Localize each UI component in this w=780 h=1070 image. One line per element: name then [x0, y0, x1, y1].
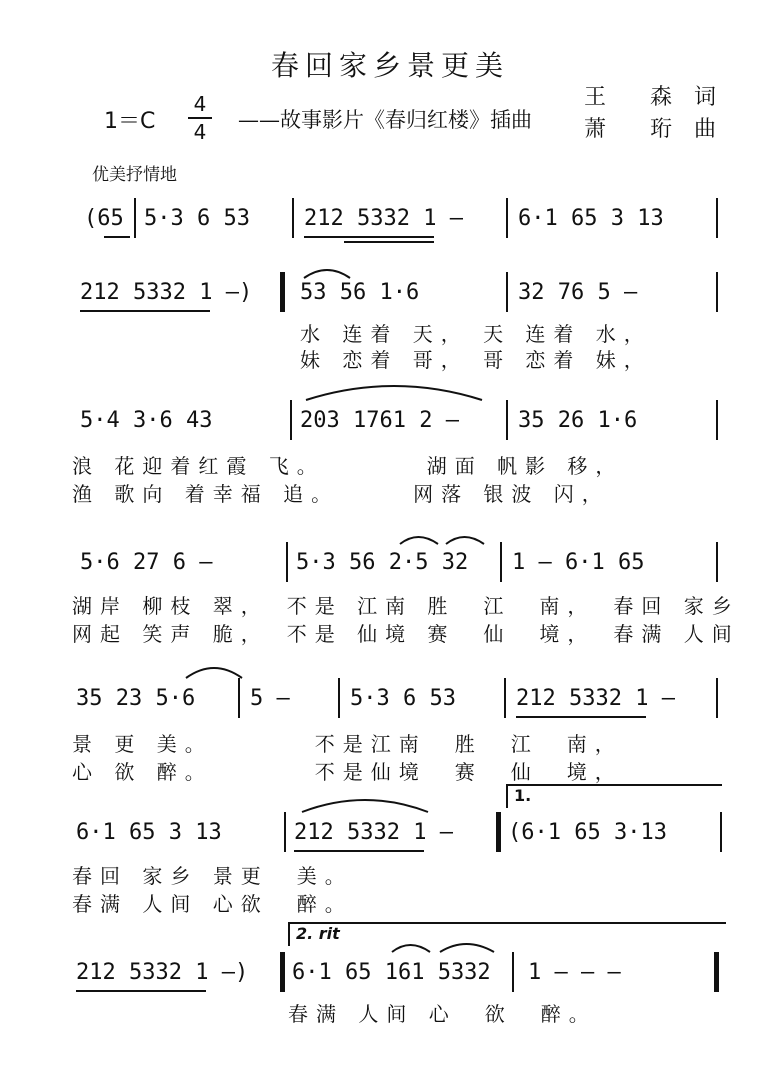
measure: 203 1761 2 —	[300, 408, 459, 433]
barline	[720, 812, 722, 852]
barline	[716, 542, 718, 582]
lyrics-verse-1: 水 连着 天， 天 连着 水，	[300, 322, 652, 346]
measure: (65	[84, 206, 124, 231]
measure: 5·3 6 53	[144, 206, 250, 231]
lyrics-verse-2: 妹 恋着 哥， 哥 恋着 妹，	[300, 348, 652, 372]
credit-composer	[584, 114, 716, 146]
repeat-barline	[496, 812, 501, 852]
measure: 6·1 65 3 13	[518, 206, 664, 231]
subtitle: ——故事影片《春归红楼》插曲	[238, 108, 532, 132]
lyrics-verse-2: 心 欲 醉。 不是仙境 赛 仙 境，	[72, 760, 623, 784]
measure: 35 23 5·6	[76, 686, 196, 711]
volta-label: 1.	[514, 786, 532, 805]
measure: 5·6 27 6 —	[80, 550, 213, 575]
barline	[716, 678, 718, 718]
measure: 5·3 56 2·5 32	[296, 550, 469, 575]
slur	[398, 532, 488, 546]
song-title: 春回家乡景更美	[270, 49, 509, 82]
meter-bottom: 4	[193, 120, 207, 144]
lyrics-verse-1: 景 更 美。 不是江南 胜 江 南，	[72, 732, 623, 756]
measure: 35 26 1·6	[518, 408, 638, 433]
slur	[300, 796, 430, 814]
measure: 212 5332 1 —)	[80, 280, 253, 305]
barline	[512, 952, 514, 992]
barline	[504, 678, 506, 718]
lyrics-verse-2-ending: 春满 人间 心 欲 醉。	[288, 1002, 597, 1026]
repeat-barline	[280, 272, 285, 312]
lyrics-verse-1: 春回 家乡 景更 美。	[72, 864, 353, 888]
lyrics-verse-2: 网起 笑声 脆， 不是 仙境 赛 仙 境， 春满 人间	[72, 622, 740, 646]
barline	[238, 678, 240, 718]
measure: (6·1 65 3·13	[508, 820, 667, 845]
measure: 5 —	[250, 686, 290, 711]
barline	[716, 198, 718, 238]
lyrics-verse-2: 春满 人间 心欲 醉。	[72, 892, 353, 916]
barline	[506, 400, 508, 440]
barline	[292, 198, 294, 238]
final-barline	[714, 952, 719, 992]
credit-lyricist	[584, 82, 716, 114]
measure: 5·4 3·6 43	[80, 408, 213, 433]
lyrics-verse-1: 湖岸 柳枝 翠， 不是 江南 胜 江 南， 春回 家乡	[72, 594, 740, 618]
measure: 212 5332 1 —	[516, 686, 675, 711]
composer-name: 萧 珩	[584, 117, 673, 142]
slur	[184, 664, 244, 680]
barline	[134, 198, 136, 238]
lyricist-role: 词	[694, 85, 717, 110]
barline	[500, 542, 502, 582]
volta-bracket-1	[506, 784, 722, 808]
barline	[716, 272, 718, 312]
composer-role: 曲	[694, 117, 717, 142]
slur	[304, 382, 484, 402]
slur	[302, 266, 352, 280]
measure: 1 — 6·1 65	[512, 550, 645, 575]
measure: 212 5332 1 —	[294, 820, 453, 845]
measure: 32 76 5 —	[518, 280, 638, 305]
lyrics-verse-1: 浪 花迎着红霞 飞。 湖面 帆影 移，	[72, 454, 624, 478]
lyricist-name: 王 森	[584, 85, 673, 110]
measure: 6·1 65 161 5332	[292, 960, 491, 985]
barline	[716, 400, 718, 440]
measure: 212 5332 1 —	[304, 206, 463, 231]
tempo-marking: 优美抒情地	[92, 165, 177, 185]
repeat-barline	[280, 952, 285, 992]
lyrics-verse-2: 渔 歌向 着幸福 追。 网落 银波 闪，	[72, 482, 610, 506]
volta-label: 2. rit	[296, 924, 340, 943]
barline	[338, 678, 340, 718]
measure: 53 56 1·6	[300, 280, 420, 305]
credits	[584, 82, 716, 146]
barline	[506, 272, 508, 312]
time-signature	[188, 92, 212, 144]
barline	[290, 400, 292, 440]
measure: 6·1 65 3 13	[76, 820, 222, 845]
measure: 5·3 6 53	[350, 686, 456, 711]
volta-bracket-2	[288, 922, 726, 946]
barline	[506, 198, 508, 238]
meter-top: 4	[193, 92, 207, 116]
measure: 212 5332 1 —)	[76, 960, 249, 985]
barline	[284, 812, 286, 852]
barline	[286, 542, 288, 582]
key-signature: 1＝C	[104, 109, 156, 134]
measure: 1 — — —	[528, 960, 621, 985]
slur	[390, 940, 500, 954]
